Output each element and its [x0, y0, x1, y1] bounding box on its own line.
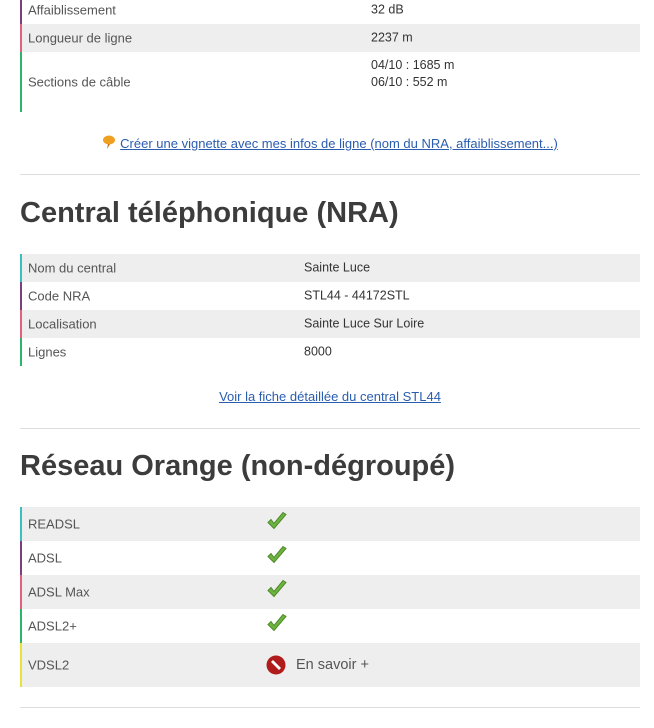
create-vignette-link[interactable]: Créer une vignette avec mes infos de ligne (nom du NRA, affaiblissement...): [120, 136, 558, 151]
row-value: 2237 m: [371, 30, 413, 45]
check-icon: [266, 511, 288, 538]
table-row: [20, 507, 640, 541]
row-value: [371, 57, 454, 91]
nra-link-wrap: [0, 389, 654, 404]
cable-section: 04/10 : 1685 m: [371, 58, 455, 72]
table-row: [20, 609, 640, 643]
row-label: Longueur de ligne: [28, 30, 133, 46]
table-row: [20, 24, 640, 52]
status-cell: [266, 655, 369, 675]
table-row: [20, 310, 640, 338]
table-row: [20, 52, 640, 112]
row-label: ADSL: [28, 550, 62, 566]
table-row: [20, 541, 640, 575]
vignette-link-wrap: [0, 135, 654, 151]
row-label: READSL: [28, 516, 81, 532]
cable-section: 06/10 : 552 m: [371, 75, 448, 89]
check-icon: [266, 545, 288, 572]
line-info-table: [20, 0, 640, 112]
orange-table: [20, 507, 640, 687]
forbidden-icon: [266, 655, 286, 675]
row-label: Affaiblissement: [28, 2, 116, 18]
row-label: Localisation: [28, 316, 97, 332]
divider: [20, 428, 640, 429]
row-label: Lignes: [28, 344, 67, 360]
row-label: Code NRA: [28, 288, 91, 304]
row-value: 32 dB: [371, 2, 404, 17]
table-row: [20, 0, 640, 24]
table-row: [20, 254, 640, 282]
row-value: Sainte Luce Sur Loire: [304, 316, 425, 331]
nra-title: Central téléphonique (NRA): [20, 197, 399, 229]
divider: [20, 174, 640, 175]
row-value: Sainte Luce: [304, 260, 371, 275]
orange-title: Réseau Orange (non-dégroupé): [20, 450, 456, 482]
row-value: 8000: [304, 344, 332, 359]
table-row: [20, 282, 640, 310]
row-label: ADSL Max: [28, 584, 90, 600]
divider: [20, 707, 640, 708]
table-row: [20, 338, 640, 366]
check-icon: [266, 613, 288, 640]
row-label: Sections de câble: [28, 74, 131, 90]
table-row: [20, 643, 640, 687]
nra-table: [20, 254, 640, 366]
pin-icon: [102, 135, 116, 149]
row-value: STL44 - 44172STL: [304, 288, 410, 303]
nra-detail-link[interactable]: Voir la fiche détaillée du central STL44: [219, 389, 441, 404]
row-label: VDSL2: [28, 657, 70, 673]
row-label: Nom du central: [28, 260, 117, 276]
table-row: [20, 575, 640, 609]
check-icon: [266, 579, 288, 606]
row-label: ADSL2+: [28, 618, 77, 634]
learn-more-link[interactable]: En savoir +: [296, 656, 369, 673]
